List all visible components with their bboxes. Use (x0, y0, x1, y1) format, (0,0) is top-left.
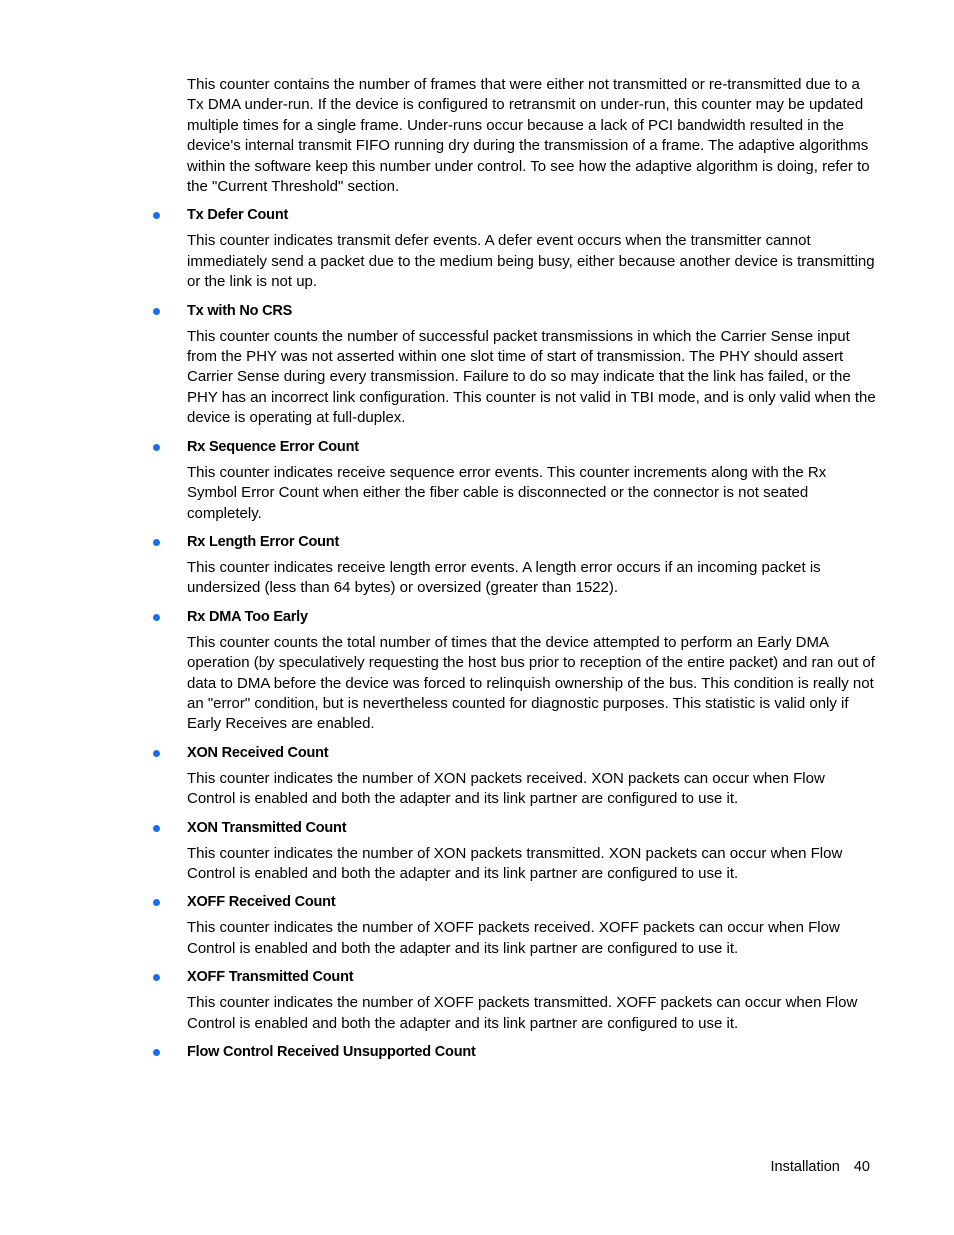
page-footer (771, 1157, 870, 1177)
item-description: This counter indicates the number of XON packets received. XON packets can occur when Flow Control is enabled and both the adapter and its link partner are configured to use it. (187, 769, 825, 808)
item-heading (187, 1042, 877, 1062)
item-description: This counter indicates transmit defer events. A defer event occurs when the transmitter cannot immediately send a packet due to the medium being busy, either because another device is transmitting or the link is not up. (187, 232, 875, 291)
item-title: Tx Defer Count (187, 207, 289, 224)
document-body (187, 75, 877, 1068)
item-title: Tx with No CRS (187, 302, 293, 319)
bullet-icon (153, 1049, 160, 1056)
item-heading (187, 743, 877, 763)
item-title: XON Transmitted Count (187, 819, 347, 836)
item-heading (187, 205, 877, 225)
list-item (187, 967, 877, 1034)
item-title: XOFF Received Count (187, 894, 336, 911)
item-description: This counter indicates receive length error events. A length error occurs if an incoming packet is undersized (less than 64 bytes) or oversized (greater than 1522). (187, 558, 821, 597)
list-item (187, 743, 877, 810)
list-item (187, 607, 877, 735)
bullet-icon (153, 614, 160, 621)
bullet-icon (153, 899, 160, 906)
item-description: This counter indicates the number of XOFF packets transmitted. XOFF packets can occur when Flow Control is enabled and both the adapter and its link partner are configured to use it. (187, 994, 858, 1032)
bullet-icon (153, 444, 160, 451)
bullet-icon (153, 974, 160, 981)
list-item (187, 532, 877, 599)
item-heading (187, 818, 877, 838)
bullet-icon (153, 308, 160, 315)
bullet-icon (153, 825, 160, 832)
item-heading (187, 607, 877, 627)
item-heading (187, 892, 877, 912)
item-heading (187, 967, 877, 987)
list-item (187, 301, 877, 429)
item-description: This counter counts the number of successful packet transmissions in which the Carrier Sense input from the PHY was not asserted within one slot time of start of transmission. The PHY should assert Carrier Sense during every transmission. Failure to do so may indicate that the link has failed, or the PHY has an incorrect link configuration. This counter is not valid in TBI mode, and is only valid when the device is operating at full-duplex. (187, 327, 876, 427)
intro-paragraph: This counter contains the number of frames that were either not transmitted or re-transmitted due to a Tx DMA under-run. If the device is configured to retransmit on under-run, this counter may be updated multiple times for a single frame. Under-runs occur because a lack of PCI bandwidth resulted in the device's internal transmit FIFO running dry during the transmission of a frame. The adaptive algorithms within the software keep this number under control. To see how the adaptive algorithm is doing, refer to the "Current Threshold" section. (187, 76, 870, 196)
item-heading (187, 301, 877, 321)
list-item (187, 892, 877, 959)
item-heading (187, 437, 877, 457)
item-title: Flow Control Received Unsupported Count (187, 1044, 476, 1060)
item-title: XON Received Count (187, 744, 329, 761)
item-title: Rx Sequence Error Count (187, 438, 359, 455)
bullet-icon (153, 539, 160, 546)
item-description: This counter indicates the number of XOFF packets received. XOFF packets can occur when Flow Control is enabled and both the adapter and its link partner are configured to use it. (187, 919, 840, 957)
item-heading (187, 532, 877, 552)
item-description: This counter indicates receive sequence error events. This counter increments along with the Rx Symbol Error Count when either the fiber cable is disconnected or the connector is not seated completely. (187, 463, 827, 522)
list-item (187, 437, 877, 524)
item-title: Rx DMA Too Early (187, 608, 308, 625)
item-title: XOFF Transmitted Count (187, 969, 354, 986)
list-item (187, 818, 877, 885)
bullet-icon (153, 212, 160, 219)
list-item (187, 205, 877, 292)
footer-section: Installation (770, 1159, 840, 1175)
list-item (187, 1042, 877, 1062)
item-description: This counter indicates the number of XON packets transmitted. XON packets can occur when Flow Control is enabled and both the adapter and its link partner are configured to use it. (187, 844, 843, 882)
bullet-icon (153, 750, 160, 757)
page-number: 40 (853, 1159, 870, 1175)
item-title: Rx Length Error Count (187, 533, 340, 550)
item-description: This counter counts the total number of times that the device attempted to perform an Early DMA operation (by speculatively requesting the host bus prior to reception of the entire packet) and ran out of data to DMA before the device was forced to relinquish ownership of the bus. This condition is really not an "error" condition, but is nevertheless counted for diagnostic purposes. This statistic is valid only if Early Receives are enabled. (187, 633, 875, 733)
